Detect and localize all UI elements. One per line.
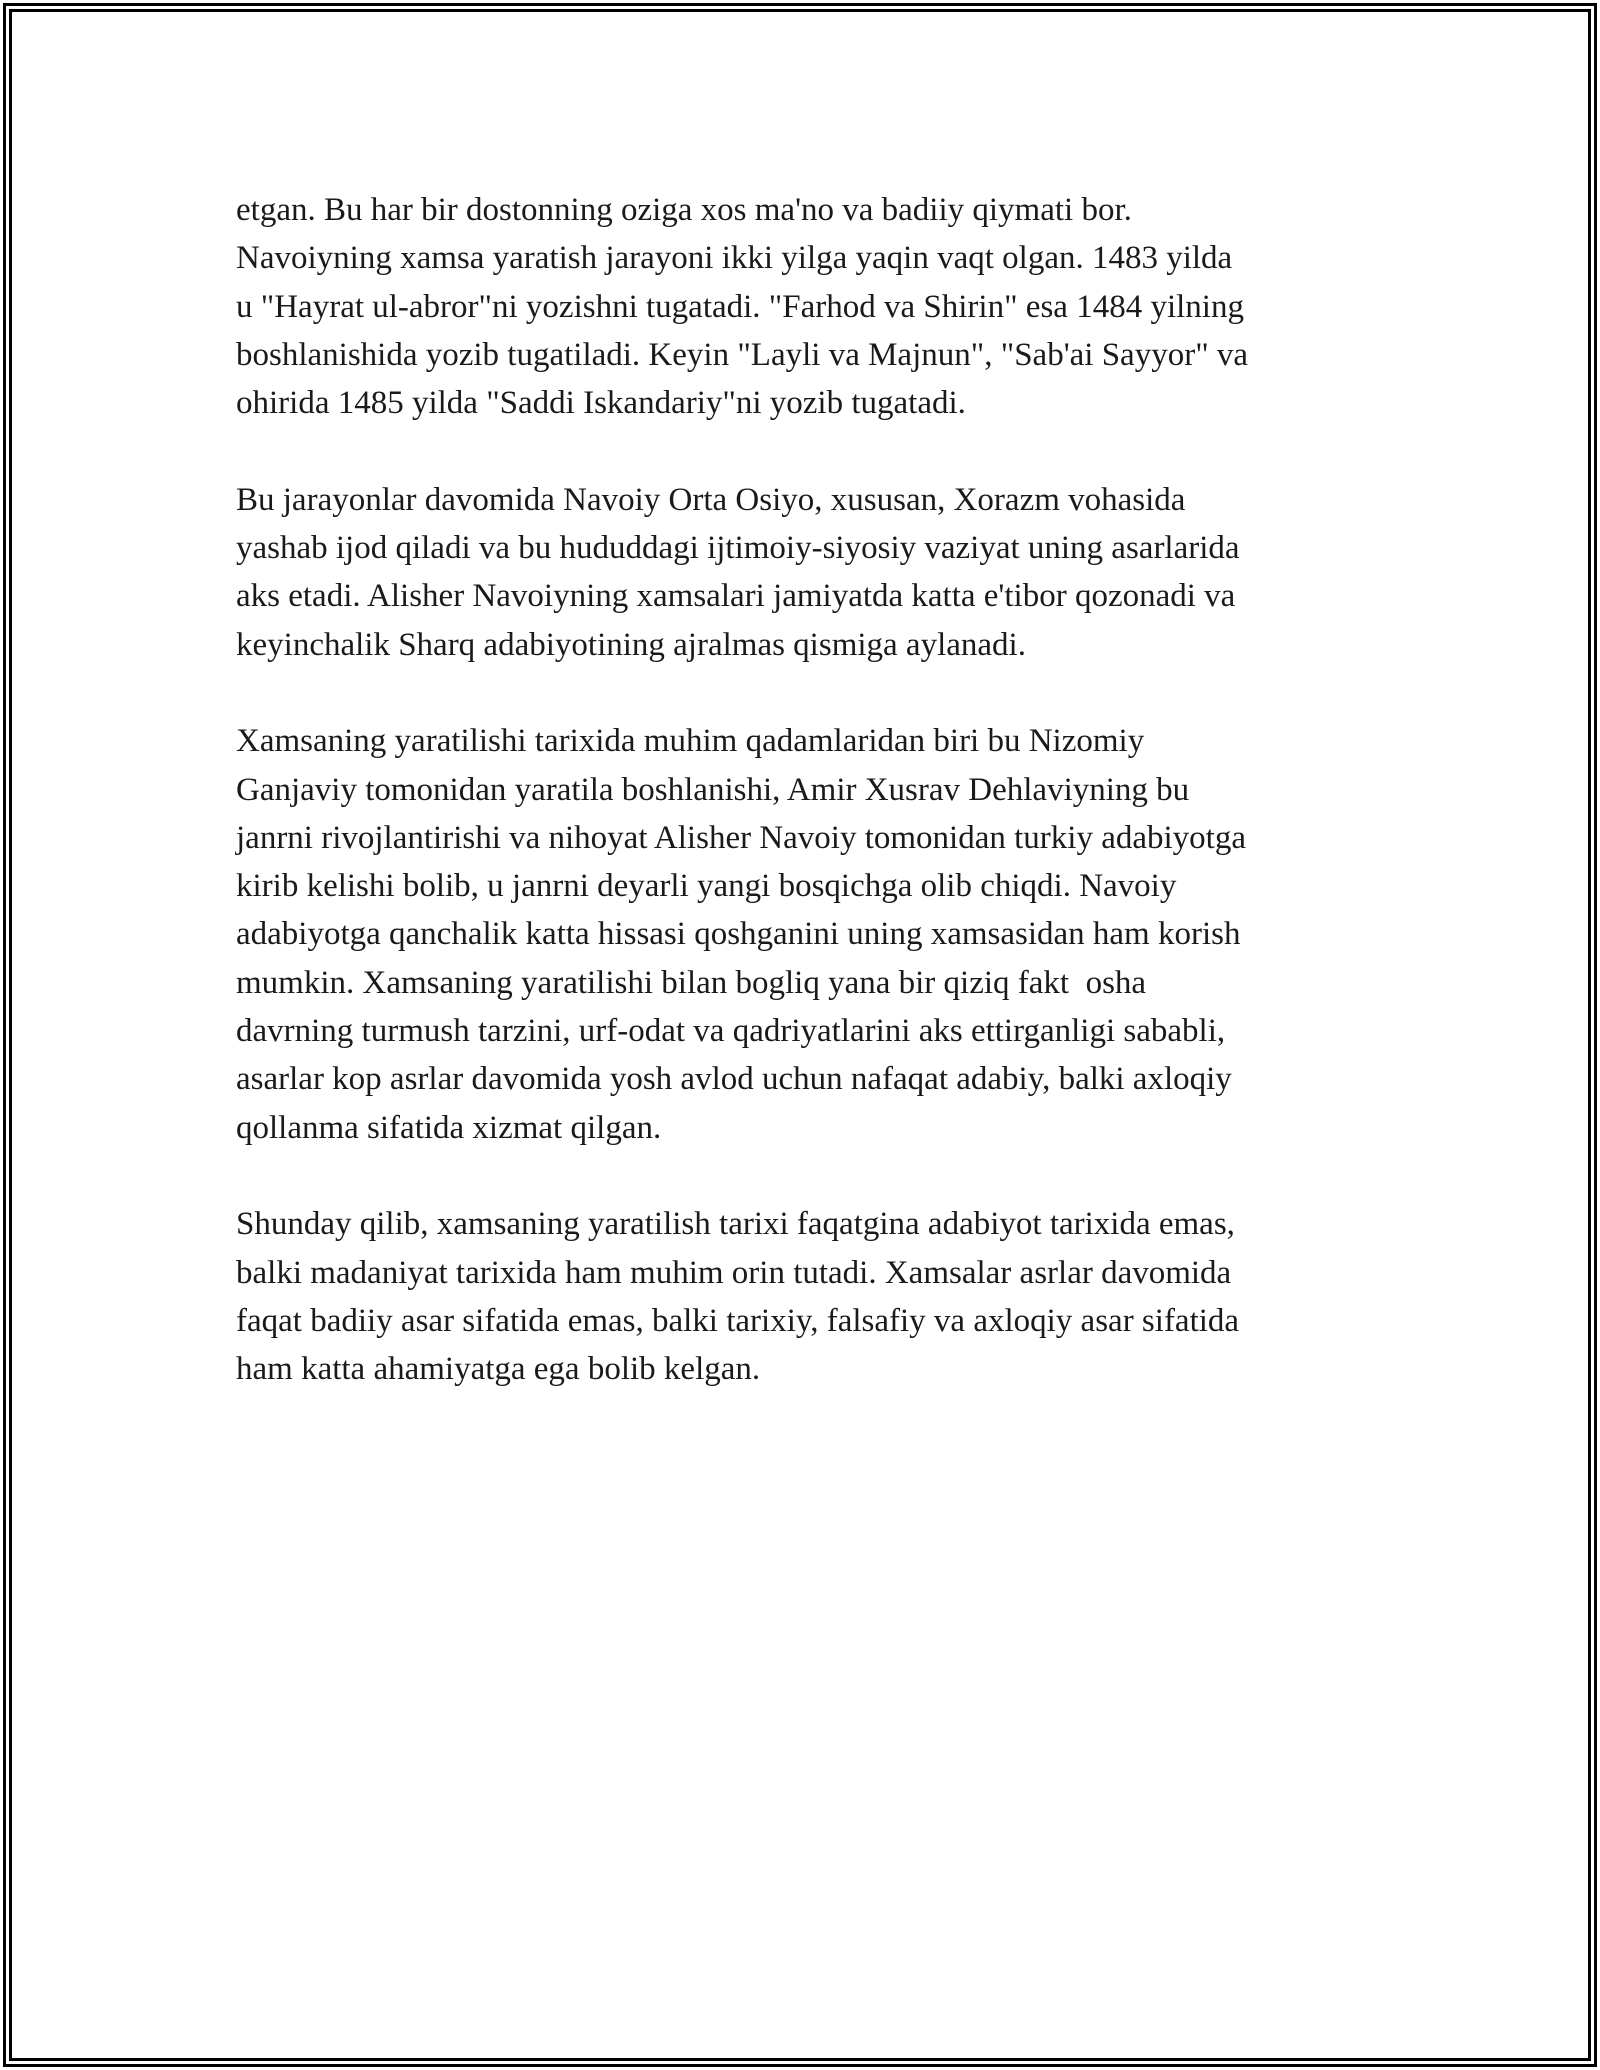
paragraph xyxy=(236,1200,1376,1393)
text-line: ohirida 1485 yilda "Saddi Iskandariy"ni yozib tugatadi. xyxy=(236,385,966,422)
text-line: asarlar kop asrlar davomida yosh avlod uchun nafaqat adabiy, balki axloqiy xyxy=(236,1061,1232,1098)
text-line: Xamsaning yaratilishi tarixida muhim qadamlaridan biri bu Nizomiy xyxy=(236,723,1145,760)
text-line: adabiyotga qanchalik katta hissasi qoshganini uning xamsasidan ham korish xyxy=(236,916,1241,953)
paragraph xyxy=(236,717,1376,1152)
text-line: Shunday qilib, xamsaning yaratilish tarixi faqatgina adabiyot tarixida emas, xyxy=(236,1206,1235,1243)
text-line: davrning turmush tarzini, urf-odat va qadriyatlarini aks ettirganligi sababli, xyxy=(236,1013,1226,1050)
text-line: u "Hayrat ul-abror"ni yozishni tugatadi. "Farhod va Shirin" esa 1484 yilning xyxy=(236,288,1244,325)
text-line: Bu jarayonlar davomida Navoiy Orta Osiyo, xususan, Xorazm vohasida xyxy=(236,481,1186,518)
text-line: Navoiyning xamsa yaratish jarayoni ikki yilga yaqin vaqt olgan. 1483 yilda xyxy=(236,240,1233,277)
paragraph xyxy=(236,186,1376,427)
text-line: ham katta ahamiyatga ega bolib kelgan. xyxy=(236,1351,761,1388)
text-line: keyinchalik Sharq adabiyotining ajralmas qismiga aylanadi. xyxy=(236,626,1026,663)
paragraph xyxy=(236,476,1376,669)
text-line: aks etadi. Alisher Navoiyning xamsalari jamiyatda katta e'tibor qozonadi va xyxy=(236,578,1236,615)
text-line: mumkin. Xamsaning yaratilishi bilan bogliq yana bir qiziq fakt osha xyxy=(236,964,1147,1001)
text-line: balki madaniyat tarixida ham muhim orin tutadi. Xamsalar asrlar davomida xyxy=(236,1254,1232,1291)
text-line: faqat badiiy asar sifatida emas, balki tarixiy, falsafiy va axloqiy asar sifatida xyxy=(236,1302,1240,1339)
text-line: kirib kelishi bolib, u janrni deyarli yangi bosqichga olib chiqdi. Navoiy xyxy=(236,868,1177,905)
text-line: qollanma sifatida xizmat qilgan. xyxy=(236,1109,662,1146)
text-line: Ganjaviy tomonidan yaratila boshlanishi, Amir Xusrav Dehlaviyning bu xyxy=(236,771,1190,808)
text-line: yashab ijod qiladi va bu hududdagi ijtimoiy-siyosiy vaziyat uning asarlarida xyxy=(236,530,1240,567)
text-line: boshlanishida yozib tugatiladi. Keyin "Layli va Majnun", "Sab'ai Sayyor" va xyxy=(236,336,1249,373)
document-body xyxy=(236,186,1376,1442)
text-line: janrni rivojlantirishi va nihoyat Alisher Navoiy tomonidan turkiy adabiyotga xyxy=(236,819,1246,856)
text-line: etgan. Bu har bir dostonning oziga xos ma'no va badiiy qiymati bor. xyxy=(236,192,1132,228)
